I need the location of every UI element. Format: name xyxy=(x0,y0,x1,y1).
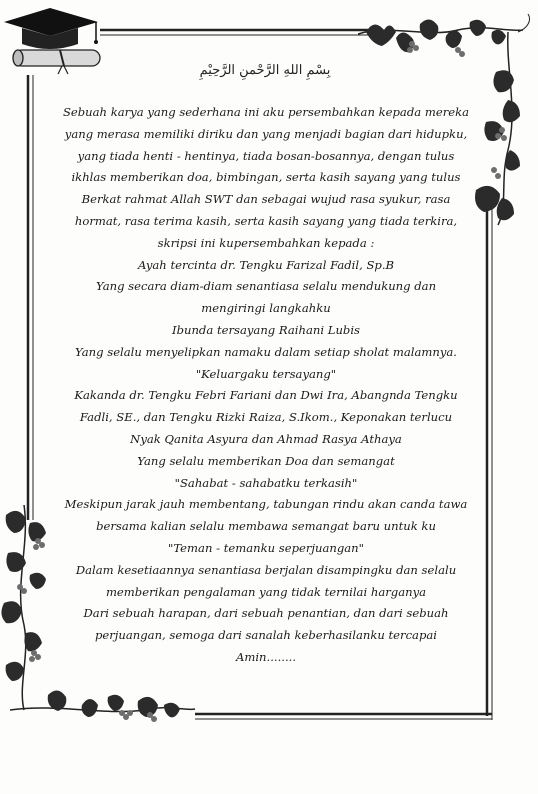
dedication-line: yang merasa memiliki diriku dan yang menjadi bagian dari hidupku, xyxy=(64,126,468,141)
dedication-text xyxy=(60,102,472,669)
dedication-line: Ayah tercinta dr. Tengku Farizal Fadil, Sp.B xyxy=(137,257,395,272)
dedication-line: Yang secara diam-diam senantiasa selalu mendukung dan xyxy=(95,279,437,294)
dedication-line: Yang selalu memberikan Doa dan semangat xyxy=(137,453,395,468)
dedication-line: Sebuah karya yang sederhana ini aku persembahkan kepada mereka xyxy=(62,105,470,119)
dedication-line: memberikan pengalaman yang tidak ternilai harganya xyxy=(105,584,427,599)
dedication-line: "Keluargaku tersayang" xyxy=(195,366,337,381)
dedication-line: Amin........ xyxy=(235,649,297,664)
dedication-line: "Teman - temanku seperjuangan" xyxy=(168,540,364,555)
dedication-line: Ibunda tersayang Raihani Lubis xyxy=(171,322,360,337)
dedication-line: hormat, rasa terima kasih, serta kasih sayang yang tiada terkira, xyxy=(74,213,458,228)
dedication-line: perjuangan, semoga dari sanalah keberhasilanku tercapai xyxy=(94,628,438,643)
bismillah-calligraphy: بِسْمِ اللهِ الرَّحْمنِ الرَّحِيْمِ xyxy=(199,63,331,78)
dedication-line: ikhlas memberikan doa, bimbingan, serta kasih sayang yang tulus xyxy=(71,170,461,185)
dedication-line: Berkat rahmat Allah SWT dan sebagai wujud rasa syukur, rasa xyxy=(81,192,451,207)
dedication-line: Dari sebuah harapan, dari sebuah penantian, dan dari sebuah xyxy=(83,606,449,621)
dedication-line: yang tiada henti - hentinya, tiada bosan-bosannya, dengan tulus xyxy=(77,148,455,163)
dedication-line: Meskipun jarak jauh membentang, tabungan rindu akan canda tawa xyxy=(64,497,468,512)
dedication-line: mengiringi langkahku xyxy=(201,301,331,316)
diploma-scroll-icon xyxy=(13,50,100,74)
dedication-line: Fadli, SE., dan Tengku Rizki Raiza, S.Ikom., Keponakan terlucu xyxy=(79,410,453,425)
dedication-line: Nyak Qanita Asyura dan Ahmad Rasya Athaya xyxy=(130,431,402,446)
dedication-line: Yang selalu menyelipkan namaku dalam setiap sholat malamnya. xyxy=(75,344,457,359)
dedication-line: Dalam kesetiaannya senantiasa berjalan disampingku dan selalu xyxy=(75,562,457,577)
dedication-line: Kakanda dr. Tengku Febri Fariani dan Dwi Ira, Abangnda Tengku xyxy=(74,388,458,403)
dedication-line: "Sahabat - sahabatku terkasih" xyxy=(174,475,358,490)
dedication-line: skripsi ini kupersembahkan kepada : xyxy=(157,235,375,250)
dedication-line: bersama kalian selalu membawa semangat baru untuk ku xyxy=(96,519,436,534)
graduation-cap-icon xyxy=(0,4,110,76)
